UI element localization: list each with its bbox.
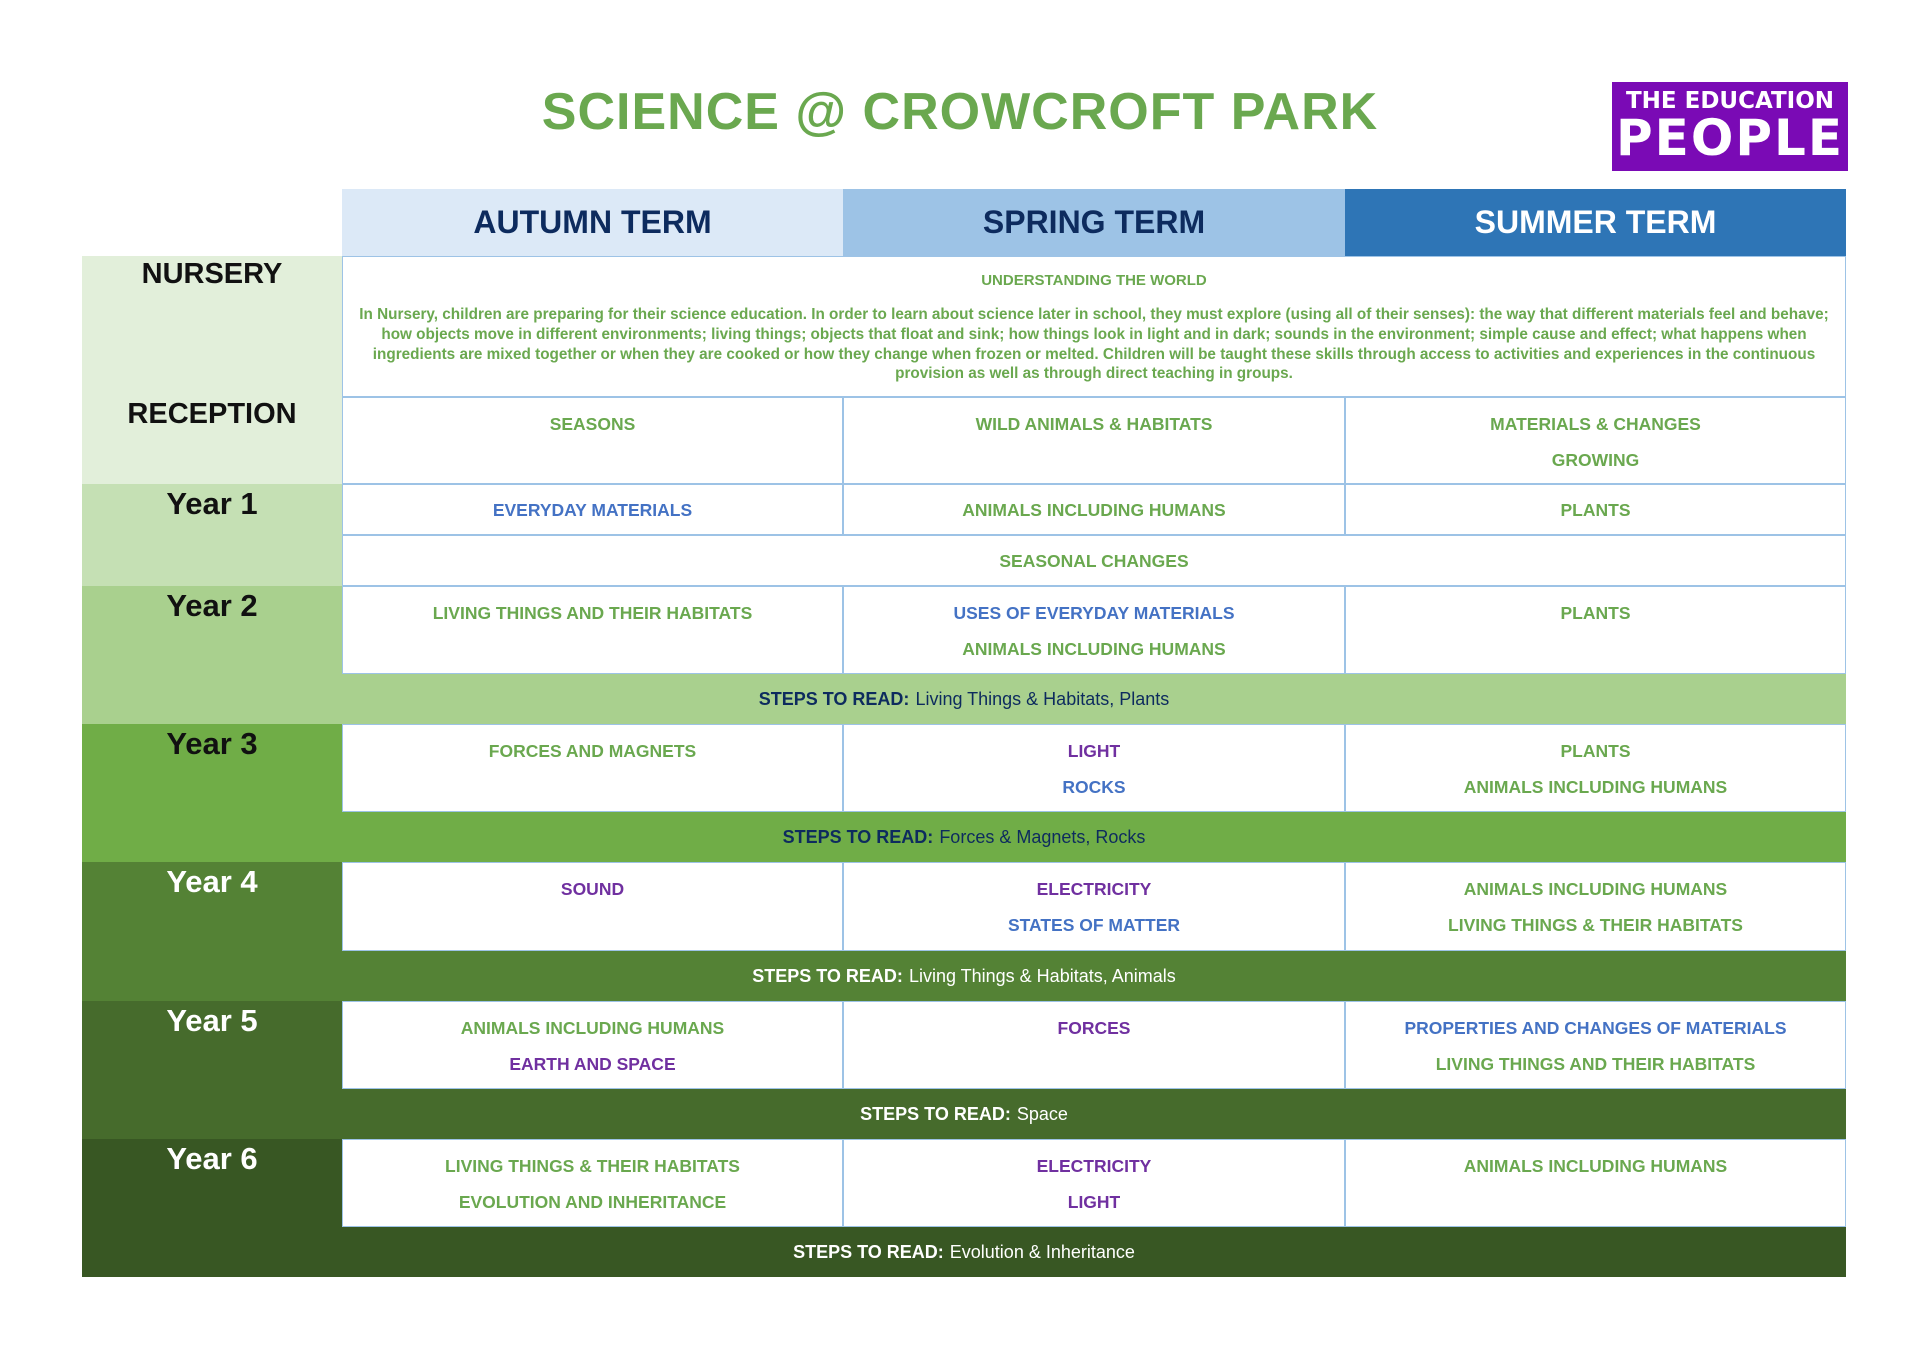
- page-title: SCIENCE @ CROWCROFT PARK: [541, 83, 1379, 141]
- year6-autumn-topic-2: EVOLUTION AND INHERITANCE: [458, 1192, 727, 1212]
- year4-spring-topic-2: STATES OF MATTER: [1007, 915, 1181, 935]
- year3-autumn-cell: [342, 724, 843, 812]
- steps-text: Space: [1016, 1103, 1068, 1124]
- year5-label: Year 5: [166, 1003, 258, 1038]
- year1-all-year-topic: SEASONAL CHANGES: [999, 551, 1189, 571]
- year2-spring-topic-1: USES OF EVERYDAY MATERIALS: [953, 603, 1235, 623]
- year1-spring-cell: [843, 484, 1345, 535]
- steps-text: Forces & Magnets, Rocks: [939, 826, 1146, 847]
- reception-summer-topic-2: GROWING: [1551, 450, 1640, 470]
- steps-text: Living Things & Habitats, Animals: [908, 965, 1176, 986]
- steps-label: STEPS TO READ:: [752, 965, 903, 986]
- year5-summer-cell: [1345, 1001, 1846, 1089]
- year4-steps-to-read: [82, 951, 1846, 1001]
- year6-steps-to-read: [82, 1227, 1846, 1277]
- year3-spring-topic-1: LIGHT: [1067, 741, 1121, 761]
- summer-term-header: SUMMER TERM: [1345, 189, 1846, 256]
- year3-summer-cell: [1345, 724, 1846, 812]
- year4-label: Year 4: [166, 864, 258, 899]
- year5-autumn-topic-2: EARTH AND SPACE: [509, 1054, 676, 1074]
- nursery-heading: UNDERSTANDING THE WORLD: [981, 272, 1207, 289]
- year6-spring-topic-1: ELECTRICITY: [1036, 1156, 1152, 1176]
- year2-autumn-topic: LIVING THINGS AND THEIR HABITATS: [432, 603, 753, 623]
- steps-label: STEPS TO READ:: [782, 826, 934, 847]
- year3-summer-topic-1: PLANTS: [1560, 741, 1631, 761]
- nursery-description: In Nursery, children are preparing for their science education. In order to learn about science later in school, they must explore (using all of their senses): the way that different materials feel and behave; how objects move in different environments; living things; objects that float and sink; how things look in light and in dark; sounds in the environment; simple cause and effect; what happens when ingredients are mixed together or when they are cooked or how they change when frozen or melted. Children will be taught these skills through access to activities and experiences in the continuous provision as well as through direct teaching in groups.: [359, 306, 1829, 383]
- year4-spring-topic-1: ELECTRICITY: [1036, 879, 1152, 899]
- reception-summer-cell: [1345, 397, 1846, 484]
- year4-autumn-cell: [342, 862, 843, 951]
- year2-steps-to-read: [82, 674, 1846, 724]
- education-people-logo: [1612, 82, 1848, 171]
- year6-summer-cell: [1345, 1139, 1846, 1227]
- year4-summer-cell: [1345, 862, 1846, 951]
- year1-autumn-cell: [342, 484, 843, 535]
- spring-term-header: SPRING TERM: [843, 189, 1345, 256]
- year6-autumn-topic-1: LIVING THINGS & THEIR HABITATS: [445, 1156, 740, 1176]
- year2-spring-cell: [843, 586, 1345, 674]
- year5-autumn-topic-1: ANIMALS INCLUDING HUMANS: [460, 1018, 725, 1038]
- year1-autumn-topic: EVERYDAY MATERIALS: [492, 500, 693, 520]
- logo-line-1: THE EDUCATION: [1625, 88, 1835, 114]
- reception-spring-topic: WILD ANIMALS & HABITATS: [975, 414, 1213, 434]
- reception-summer-topic-1: MATERIALS & CHANGES: [1490, 414, 1701, 434]
- steps-label: STEPS TO READ:: [758, 688, 910, 709]
- year4-spring-cell: [843, 862, 1345, 951]
- nursery-label: NURSERY: [141, 258, 283, 290]
- autumn-term-header: AUTUMN TERM: [342, 189, 843, 256]
- year6-spring-topic-2: LIGHT: [1067, 1192, 1121, 1212]
- steps-text: Living Things & Habitats, Plants: [915, 688, 1170, 709]
- year5-spring-topic: FORCES: [1057, 1018, 1131, 1038]
- year5-summer-topic-1: PROPERTIES AND CHANGES OF MATERIALS: [1404, 1018, 1787, 1038]
- year5-autumn-cell: [342, 1001, 843, 1089]
- year6-spring-cell: [843, 1139, 1345, 1227]
- year2-label: Year 2: [166, 588, 258, 623]
- year5-summer-topic-2: LIVING THINGS AND THEIR HABITATS: [1435, 1054, 1756, 1074]
- year3-summer-topic-2: ANIMALS INCLUDING HUMANS: [1463, 777, 1728, 797]
- logo-line-2: PEOPLE: [1616, 109, 1844, 167]
- year4-summer-topic-2: LIVING THINGS & THEIR HABITATS: [1448, 915, 1743, 935]
- reception-autumn-cell: [342, 397, 843, 484]
- year1-summer-topic: PLANTS: [1560, 500, 1631, 520]
- year2-spring-topic-2: ANIMALS INCLUDING HUMANS: [962, 639, 1226, 659]
- reception-label: RECEPTION: [127, 398, 297, 430]
- year1-spring-topic: ANIMALS INCLUDING HUMANS: [962, 500, 1226, 520]
- year3-spring-cell: [843, 724, 1345, 812]
- year3-steps-to-read: [82, 812, 1846, 862]
- year6-autumn-cell: [342, 1139, 843, 1227]
- year2-summer-topic: PLANTS: [1560, 603, 1631, 623]
- reception-autumn-topic: SEASONS: [549, 414, 636, 434]
- year1-label: Year 1: [166, 486, 258, 521]
- steps-label: STEPS TO READ:: [860, 1103, 1011, 1124]
- year5-steps-to-read: [82, 1089, 1846, 1139]
- year1-all-year-cell: [342, 535, 1846, 586]
- year2-autumn-cell: [342, 586, 843, 674]
- year3-spring-topic-2: ROCKS: [1062, 777, 1126, 797]
- year3-label: Year 3: [166, 726, 258, 761]
- year4-autumn-topic: SOUND: [560, 879, 625, 899]
- steps-text: Evolution & Inheritance: [949, 1241, 1135, 1262]
- year1-summer-cell: [1345, 484, 1846, 535]
- year3-autumn-topic: FORCES AND MAGNETS: [488, 741, 697, 761]
- year6-label: Year 6: [166, 1141, 258, 1176]
- reception-spring-cell: [843, 397, 1345, 484]
- year6-summer-topic: ANIMALS INCLUDING HUMANS: [1463, 1156, 1728, 1176]
- year4-summer-topic-1: ANIMALS INCLUDING HUMANS: [1463, 879, 1728, 899]
- year1-seasonal-label-bg: [82, 535, 342, 586]
- year5-spring-cell: [843, 1001, 1345, 1089]
- steps-label: STEPS TO READ:: [793, 1241, 944, 1262]
- year2-summer-cell: [1345, 586, 1846, 674]
